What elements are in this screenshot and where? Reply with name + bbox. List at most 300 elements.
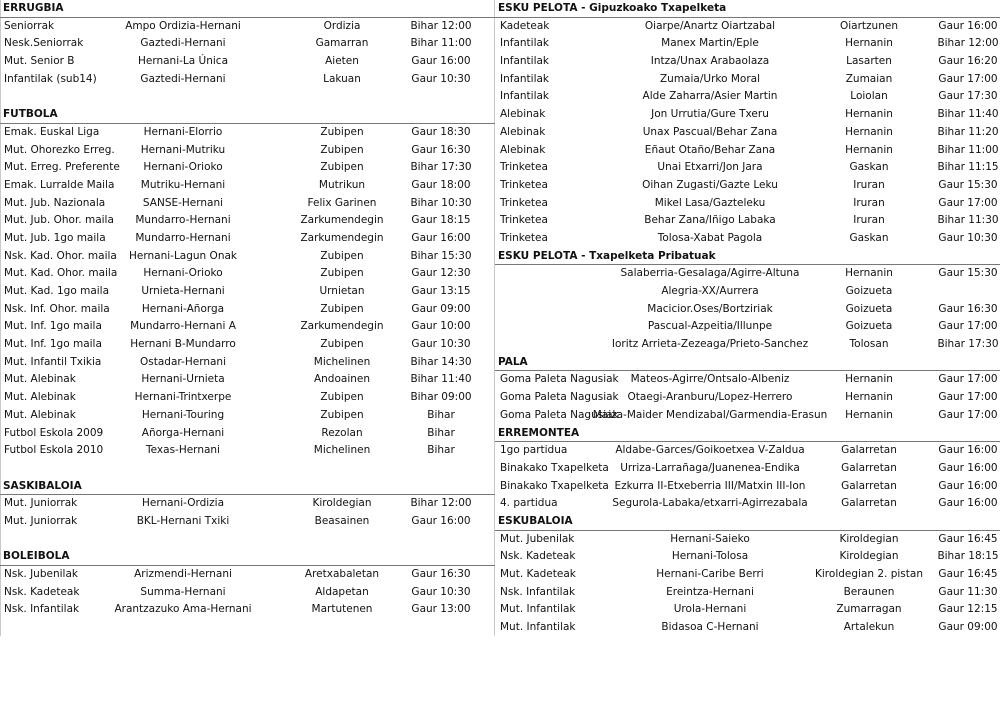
time-cell: Gaur 10:30 <box>411 72 471 85</box>
venue-cell: Galarretan <box>841 479 897 492</box>
table-row <box>0 584 495 602</box>
time-cell: Gaur 09:00 <box>938 621 998 634</box>
venue-cell: Aldapetan <box>315 585 369 598</box>
venue-cell: Goizueta <box>845 285 893 297</box>
match-cell: Oiarpe/Anartz Oiartzabal <box>644 19 776 32</box>
table-row <box>0 142 495 160</box>
category-cell: Mut. Senior B <box>4 55 75 68</box>
venue-cell: Lakuan <box>323 72 361 85</box>
venue-cell: Zarkumendegin <box>300 320 384 333</box>
venue-cell: Hernanin <box>845 267 893 280</box>
table-row <box>495 88 1000 106</box>
match-cell: Mutriku-Hernani <box>140 178 226 191</box>
table-row <box>0 71 495 89</box>
section-title: ESKU PELOTA - Gipuzkoako Txapelketa <box>495 0 1000 18</box>
category-cell: Binakako Txapelketa <box>500 461 609 474</box>
time-cell: Gaur 18:30 <box>411 125 471 138</box>
category-cell: Emak. Lurralde Maila <box>4 178 115 191</box>
table-row <box>495 230 1000 248</box>
match-cell: Tolosa-Xabat Pagola <box>657 231 763 244</box>
right-column <box>495 0 1000 637</box>
time-cell: Gaur 12:30 <box>411 267 471 280</box>
match-cell: Manex Martin/Eple <box>661 37 759 50</box>
category-cell: Binakako Txapelketa <box>500 479 609 492</box>
match-cell: Segurola-Labaka/etxarri-Agirrezabala <box>612 497 808 510</box>
table-row <box>0 230 495 248</box>
match-cell: Ampo Ordizia-Hernani <box>125 19 241 32</box>
time-cell: Gaur 16:30 <box>411 568 471 580</box>
time-cell: Gaur 16:00 <box>411 514 471 527</box>
venue-cell: Kiroldegian <box>312 497 372 510</box>
time-cell: Gaur 17:00 <box>938 196 998 209</box>
category-cell: Trinketea <box>500 196 548 209</box>
category-cell: Mut. Ohorezko Erreg. <box>4 143 115 156</box>
table-row <box>495 53 1000 71</box>
time-cell: Gaur 16:00 <box>411 55 471 68</box>
section-title: ERRUGBIA <box>0 0 495 18</box>
table-row <box>0 425 495 443</box>
category-cell: Mut. Inf. 1go maila <box>4 338 102 351</box>
category-cell: Mut. Infantilak <box>500 621 576 634</box>
time-cell: Gaur 16:30 <box>938 302 998 315</box>
section-title: ERREMONTEA <box>495 425 1000 443</box>
category-cell: Mut. Kadeteak <box>500 568 576 580</box>
venue-cell: Oiartzunen <box>840 19 898 32</box>
venue-cell: Andoainen <box>313 373 371 386</box>
table-row <box>495 619 1000 637</box>
venue-cell: Artalekun <box>843 621 895 634</box>
section-spacer <box>0 88 495 106</box>
venue-cell: Kiroldegian 2. pistan <box>815 568 923 580</box>
section-title: BOLEIBOLA <box>0 548 495 566</box>
table-row <box>495 389 1000 407</box>
match-cell: SANSE-Hernani <box>142 196 224 209</box>
section-title: PALA <box>495 354 1000 372</box>
section <box>495 354 1000 425</box>
table-row <box>0 407 495 425</box>
time-cell: Gaur 11:30 <box>938 585 998 598</box>
time-cell: Bihar <box>427 444 455 457</box>
match-cell: Ereintza-Hernani <box>666 585 754 598</box>
venue-cell: Hernanin <box>845 108 893 121</box>
match-cell: Hernani-Tolosa <box>671 550 749 563</box>
venue-cell: Zubipen <box>320 161 364 174</box>
venue-cell: Zubipen <box>320 125 364 138</box>
table-row <box>495 142 1000 160</box>
match-cell: Pascual-Azpeitia/Illunpe <box>647 320 773 333</box>
table-row <box>0 566 495 584</box>
match-cell: Arantzazuko Ama-Hernani <box>114 603 252 616</box>
table-row <box>0 124 495 142</box>
match-cell: Ioritz Arrieta-Zezeaga/Prieto-Sanchez <box>611 338 809 351</box>
match-cell: Ostadar-Hernani <box>140 355 226 368</box>
time-cell: Gaur 18:15 <box>411 214 471 227</box>
time-cell: Bihar 11:40 <box>937 108 999 121</box>
match-cell: Macicior.Oses/Bortziriak <box>647 302 773 315</box>
section <box>0 106 495 460</box>
category-cell: Nsk. Inf. Ohor. maila <box>4 302 110 315</box>
match-cell: Mundarro-Hernani A <box>130 320 236 333</box>
match-cell: Unax Pascual/Behar Zana <box>642 125 778 138</box>
time-cell: Gaur 16:45 <box>938 568 998 580</box>
venue-cell: Zarkumendegin <box>300 231 384 244</box>
match-cell: Intza/Unax Arabaolaza <box>650 55 770 68</box>
table-row <box>495 18 1000 36</box>
match-cell: Texas-Hernani <box>146 444 220 457</box>
category-cell: Trinketea <box>500 178 548 191</box>
venue-cell: Zubipen <box>320 302 364 315</box>
match-cell: Urnieta-Hernani <box>141 285 225 297</box>
section <box>495 248 1000 354</box>
table-row <box>495 478 1000 496</box>
table-row <box>495 336 1000 354</box>
time-cell: Gaur 17:00 <box>938 408 998 421</box>
match-cell: Hernani-Touring <box>141 408 225 421</box>
venue-cell: Zubipen <box>320 249 364 262</box>
category-cell: Mut. Alebinak <box>4 391 76 404</box>
time-cell: Gaur 18:00 <box>411 178 471 191</box>
time-cell: Gaur 15:30 <box>938 178 998 191</box>
section <box>0 478 495 531</box>
table-row <box>495 265 1000 283</box>
time-cell: Gaur 16:00 <box>938 497 998 510</box>
venue-cell: Zubipen <box>320 267 364 280</box>
table-row <box>495 35 1000 53</box>
time-cell: Gaur 13:15 <box>411 285 471 297</box>
venue-cell: Goizueta <box>845 302 893 315</box>
table-row <box>0 18 495 36</box>
match-cell: Hernani-Orioko <box>143 267 223 280</box>
match-cell: Ezkurra II-Etxeberria III/Matxin III-Ion <box>614 479 806 492</box>
match-cell: Hernani-Mutriku <box>140 143 226 156</box>
match-cell: Hernani-Caribe Berri <box>656 568 764 580</box>
table-row <box>0 265 495 283</box>
match-cell: Mateos-Agirre/Ontsalo-Albeniz <box>630 373 790 386</box>
table-row <box>495 159 1000 177</box>
venue-cell: Iruran <box>853 214 885 227</box>
table-row <box>0 53 495 71</box>
venue-cell: Ordizia <box>323 19 361 32</box>
match-cell: Hernani B-Mundarro <box>130 338 236 351</box>
match-cell: Behar Zana/Iñigo Labaka <box>644 214 776 227</box>
time-cell: Bihar 11:20 <box>937 125 999 138</box>
table-row <box>0 159 495 177</box>
time-cell: Gaur 15:30 <box>938 267 998 280</box>
category-cell: Alebinak <box>500 108 546 121</box>
time-cell: Bihar <box>427 426 455 439</box>
table-row <box>495 531 1000 549</box>
venue-cell: Zubipen <box>320 143 364 156</box>
table-row <box>495 566 1000 584</box>
table-row <box>495 283 1000 301</box>
category-cell: Infantilak (sub14) <box>4 72 97 85</box>
category-cell: Trinketea <box>500 231 548 244</box>
section-title: ESKUBALOIA <box>495 513 1000 531</box>
table-row <box>495 442 1000 460</box>
table-row <box>495 301 1000 319</box>
time-cell: Bihar 11:15 <box>937 161 999 174</box>
match-cell: Mikel Lasa/Gazteleku <box>654 196 766 209</box>
match-cell: Urola-Hernani <box>673 603 747 616</box>
category-cell: Mut. Infantilak <box>500 603 576 616</box>
category-cell: Nsk. Kadeteak <box>500 550 576 563</box>
table-row <box>0 495 495 513</box>
category-cell: Infantilak <box>500 37 550 50</box>
category-cell: Goma Paleta Nagusiak <box>500 391 619 404</box>
category-cell: 1go partidua <box>500 444 568 457</box>
venue-cell: Zubipen <box>320 408 364 421</box>
table-row <box>0 248 495 266</box>
venue-cell: Beasainen <box>314 514 370 527</box>
venue-cell: Tolosan <box>849 338 889 351</box>
match-cell: Zumaia/Urko Moral <box>659 72 761 85</box>
venue-cell: Zubipen <box>320 391 364 404</box>
time-cell: Gaur 10:00 <box>411 320 471 333</box>
table-row <box>495 548 1000 566</box>
venue-cell: Aretxabaletan <box>304 568 380 580</box>
match-cell: Añorga-Hernani <box>141 426 225 439</box>
category-cell: Mut. Infantil Txikia <box>4 355 102 368</box>
time-cell: Gaur 17:30 <box>938 90 998 103</box>
time-cell: Bihar 10:30 <box>410 196 472 209</box>
venue-cell: Galarretan <box>841 444 897 457</box>
venue-cell: Michelinen <box>313 355 371 368</box>
venue-cell: Kiroldegian <box>839 550 899 563</box>
category-cell: Nsk. Kad. Ohor. maila <box>4 249 117 262</box>
table-row <box>0 601 495 619</box>
table-row <box>0 283 495 301</box>
table-row <box>0 336 495 354</box>
left-column <box>0 0 495 619</box>
time-cell: Gaur 16:00 <box>938 444 998 457</box>
time-cell: Bihar 12:00 <box>410 19 472 32</box>
venue-cell: Zumarragan <box>836 603 902 616</box>
match-cell: Summa-Hernani <box>140 585 226 598</box>
venue-cell: Goizueta <box>845 320 893 333</box>
venue-cell: Hernanin <box>845 143 893 156</box>
table-row <box>495 371 1000 389</box>
match-cell: Unai Etxarri/Jon Jara <box>657 161 763 174</box>
time-cell: Gaur 17:00 <box>938 72 998 85</box>
table-row <box>495 407 1000 425</box>
time-cell: Bihar 18:15 <box>937 550 999 563</box>
time-cell: Bihar 11:40 <box>410 373 472 386</box>
table-row <box>495 460 1000 478</box>
time-cell: Gaur 10:30 <box>938 231 998 244</box>
category-cell: Alebinak <box>500 143 546 156</box>
venue-cell: Iruran <box>853 178 885 191</box>
match-cell: Hernani-Orioko <box>143 161 223 174</box>
table-row <box>0 389 495 407</box>
match-cell: Hernani-Urnieta <box>141 373 225 386</box>
category-cell: Trinketea <box>500 161 548 174</box>
section-spacer <box>0 531 495 549</box>
section <box>0 548 495 619</box>
venue-cell: Hernanin <box>845 37 893 50</box>
venue-cell: Beraunen <box>843 585 895 598</box>
venue-cell: Martutenen <box>311 603 373 616</box>
time-cell: Gaur 13:00 <box>411 603 471 616</box>
time-cell: Gaur 17:00 <box>938 373 998 386</box>
table-row <box>0 513 495 531</box>
match-cell: Jon Urrutia/Gure Txeru <box>651 108 769 121</box>
match-cell: Urriza-Larrañaga/Juanenea-Endika <box>620 461 800 474</box>
match-cell: Mundarro-Hernani <box>135 214 231 227</box>
category-cell: Infantilak <box>500 90 550 103</box>
time-cell: Bihar 15:30 <box>410 249 472 262</box>
venue-cell: Gaskan <box>849 161 889 174</box>
time-cell: Bihar 09:00 <box>410 391 472 404</box>
table-row <box>495 195 1000 213</box>
table-row <box>0 301 495 319</box>
section-title: SASKIBALOIA <box>0 478 495 496</box>
table-row <box>495 212 1000 230</box>
category-cell: Mut. Erreg. Preferente <box>4 161 120 174</box>
time-cell: Bihar <box>427 408 455 421</box>
category-cell: Goma Paleta Nagusiak <box>500 373 619 386</box>
category-cell: Futbol Eskola 2009 <box>4 426 104 439</box>
venue-cell: Zumaian <box>845 72 893 85</box>
time-cell: Bihar 17:30 <box>937 338 999 351</box>
table-row <box>495 601 1000 619</box>
match-cell: Oihan Zugasti/Gazte Leku <box>642 178 778 191</box>
time-cell: Gaur 17:00 <box>938 320 998 333</box>
time-cell: Gaur 16:00 <box>938 461 998 474</box>
table-row <box>0 177 495 195</box>
venue-cell: Hernanin <box>845 408 893 421</box>
category-cell: Mut. Alebinak <box>4 373 76 386</box>
venue-cell: Galarretan <box>841 497 897 510</box>
section-title: FUTBOLA <box>0 106 495 124</box>
venue-cell: Gamarran <box>315 37 369 50</box>
match-cell: Salaberria-Gesalaga/Agirre-Altuna <box>620 267 800 280</box>
match-cell: Eñaut Otaño/Behar Zana <box>644 143 776 156</box>
category-cell: Nsk. Kadeteak <box>4 585 80 598</box>
match-cell: Hernani-Elorrio <box>143 125 223 138</box>
time-cell: Gaur 17:00 <box>938 391 998 404</box>
venue-cell: Aieten <box>325 55 359 68</box>
venue-cell: Iruran <box>853 196 885 209</box>
match-cell: Gaztedi-Hernani <box>140 37 226 50</box>
venue-cell: Lasarten <box>846 55 892 68</box>
category-cell: Nsk. Infantilak <box>500 585 576 598</box>
time-cell: Bihar 12:00 <box>937 37 999 50</box>
category-cell: Mut. Inf. 1go maila <box>4 320 102 333</box>
match-cell: Alegria-XX/Aurrera <box>661 285 759 297</box>
section-spacer <box>0 460 495 478</box>
category-cell: Mut. Alebinak <box>4 408 76 421</box>
match-cell: Hernani-Ordizia <box>141 497 225 510</box>
match-cell: Otaegi-Aranburu/Lopez-Herrero <box>627 391 793 404</box>
table-row <box>0 195 495 213</box>
category-cell: Nesk.Seniorrak <box>4 37 84 50</box>
time-cell: Bihar 11:30 <box>937 214 999 227</box>
time-cell: Gaur 16:00 <box>938 19 998 32</box>
section <box>495 425 1000 513</box>
table-row <box>0 371 495 389</box>
venue-cell: Galarretan <box>841 461 897 474</box>
category-cell: Goma Paleta Nagusiak <box>500 408 619 421</box>
section-title: ESKU PELOTA - Txapelketa Pribatuak <box>495 248 1000 266</box>
table-row <box>495 495 1000 513</box>
time-cell: Gaur 12:15 <box>938 603 998 616</box>
time-cell: Bihar 11:00 <box>410 37 472 50</box>
venue-cell: Urnietan <box>319 285 365 297</box>
table-row <box>495 177 1000 195</box>
section <box>0 0 495 88</box>
time-cell: Gaur 16:30 <box>411 143 471 156</box>
venue-cell: Hernanin <box>845 373 893 386</box>
venue-cell: Kiroldegian <box>839 532 899 545</box>
match-cell: Bidasoa C-Hernani <box>661 621 759 634</box>
table-row <box>495 71 1000 89</box>
time-cell: Bihar 14:30 <box>410 355 472 368</box>
category-cell: Mut. Kad. 1go maila <box>4 285 110 297</box>
category-cell: Futbol Eskola 2010 <box>4 444 104 457</box>
category-cell: Kadeteak <box>500 19 550 32</box>
match-cell: Arizmendi-Hernani <box>134 568 232 580</box>
match-cell: Hernani-Trintxerpe <box>134 391 232 404</box>
venue-cell: Felix Garinen <box>307 196 377 209</box>
match-cell: Hernani-La Única <box>137 55 229 68</box>
match-cell: Mundarro-Hernani <box>135 231 231 244</box>
category-cell: Seniorrak <box>4 19 55 32</box>
venue-cell: Hernanin <box>845 125 893 138</box>
match-cell: Maiza-Maider Mendizabal/Garmendia-Erasun <box>592 408 828 421</box>
category-cell: Mut. Juniorrak <box>4 497 78 510</box>
venue-cell: Gaskan <box>849 231 889 244</box>
table-row <box>495 124 1000 142</box>
time-cell: Gaur 16:20 <box>938 55 998 68</box>
category-cell: Emak. Euskal Liga <box>4 125 100 138</box>
table-row <box>495 584 1000 602</box>
section <box>495 513 1000 637</box>
match-cell: Gaztedi-Hernani <box>140 72 226 85</box>
table-row <box>0 442 495 460</box>
time-cell: Gaur 16:45 <box>938 532 998 545</box>
category-cell: Alebinak <box>500 125 546 138</box>
venue-cell: Loiolan <box>850 90 888 103</box>
table-row <box>0 35 495 53</box>
match-cell: Alde Zaharra/Asier Martin <box>642 90 778 103</box>
category-cell: Infantilak <box>500 55 550 68</box>
category-cell: Nsk. Infantilak <box>4 603 80 616</box>
time-cell: Bihar 11:00 <box>937 143 999 156</box>
category-cell: Infantilak <box>500 72 550 85</box>
category-cell: Mut. Jubenilak <box>500 532 575 545</box>
time-cell: Gaur 16:00 <box>411 231 471 244</box>
table-row <box>0 354 495 372</box>
table-row <box>495 318 1000 336</box>
time-cell: Bihar 17:30 <box>410 161 472 174</box>
match-cell: BKL-Hernani Txiki <box>136 514 230 527</box>
time-cell: Gaur 09:00 <box>411 302 471 315</box>
section <box>495 0 1000 248</box>
venue-cell: Hernanin <box>845 391 893 404</box>
match-cell: Hernani-Saieko <box>670 532 750 545</box>
table-row <box>0 318 495 336</box>
match-cell: Aldabe-Garces/Goikoetxea V-Zaldua <box>615 444 805 457</box>
venue-cell: Rezolan <box>321 426 363 439</box>
venue-cell: Zarkumendegin <box>300 214 384 227</box>
category-cell: Mut. Jub. Ohor. maila <box>4 214 114 227</box>
match-cell: Hernani-Añorga <box>141 302 225 315</box>
time-cell: Gaur 10:30 <box>411 338 471 351</box>
category-cell: Nsk. Jubenilak <box>4 568 78 580</box>
table-row <box>495 106 1000 124</box>
time-cell: Bihar 12:00 <box>410 497 472 510</box>
category-cell: Mut. Jub. Nazionala <box>4 196 106 209</box>
